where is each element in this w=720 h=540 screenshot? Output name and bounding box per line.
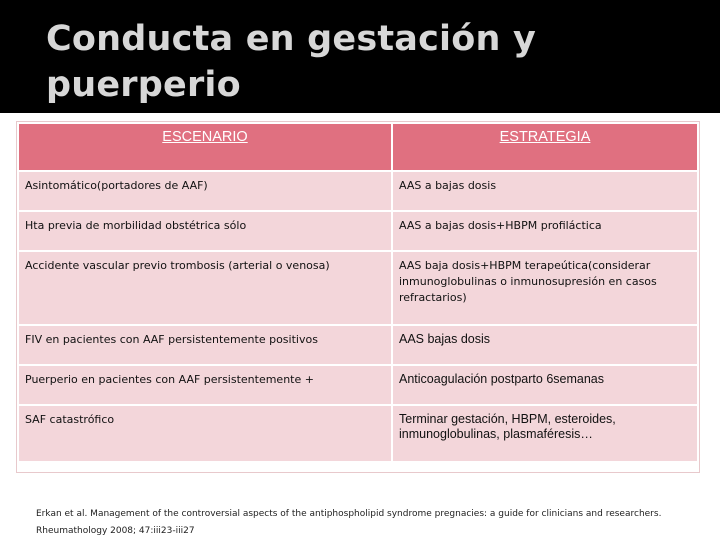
table-row bbox=[19, 252, 697, 324]
estrategia-cell: Anticoagulación postparto 6semanas bbox=[393, 366, 697, 404]
table-row bbox=[19, 212, 697, 250]
table-row bbox=[19, 326, 697, 364]
estrategia-cell: AAS a bajas dosis bbox=[393, 172, 697, 210]
slide-title: Conducta en gestación y puerperio bbox=[46, 19, 537, 105]
strategy-table bbox=[17, 122, 699, 463]
table-row bbox=[19, 172, 697, 210]
table-row bbox=[19, 366, 697, 404]
header-escenario: ESCENARIO bbox=[19, 124, 391, 170]
slide-content bbox=[0, 113, 720, 540]
reference-citation: Erkan et al. Management of the controversial aspects of the antiphospholipid syndrome pregnacies: a guide for clinicians and researchers. Rheumathology 2008; 47:iii23-iii27 bbox=[36, 509, 662, 536]
table-row bbox=[19, 406, 697, 461]
table-header-row bbox=[19, 124, 697, 170]
header-estrategia: ESTRATEGIA bbox=[393, 124, 697, 170]
estrategia-cell: AAS bajas dosis bbox=[393, 326, 697, 364]
estrategia-cell: Terminar gestación, HBPM, esteroides, inmunoglobulinas, plasmaféresis… bbox=[393, 406, 697, 461]
escenario-cell: FIV en pacientes con AAF persistentemente positivos bbox=[19, 326, 391, 364]
escenario-cell: Asintomático(portadores de AAF) bbox=[19, 172, 391, 210]
escenario-cell: Accidente vascular previo trombosis (arterial o venosa) bbox=[19, 252, 391, 324]
title-band bbox=[0, 0, 720, 113]
estrategia-cell: AAS baja dosis+HBPM terapeútica(considerar inmunoglobulinas o inmunosupresión en casos refractarios) bbox=[393, 252, 697, 324]
escenario-cell: Puerperio en pacientes con AAF persistentemente + bbox=[19, 366, 391, 404]
escenario-cell: Hta previa de morbilidad obstétrica sólo bbox=[19, 212, 391, 250]
escenario-cell: SAF catastrófico bbox=[19, 406, 391, 461]
estrategia-cell: AAS a bajas dosis+HBPM profiláctica bbox=[393, 212, 697, 250]
